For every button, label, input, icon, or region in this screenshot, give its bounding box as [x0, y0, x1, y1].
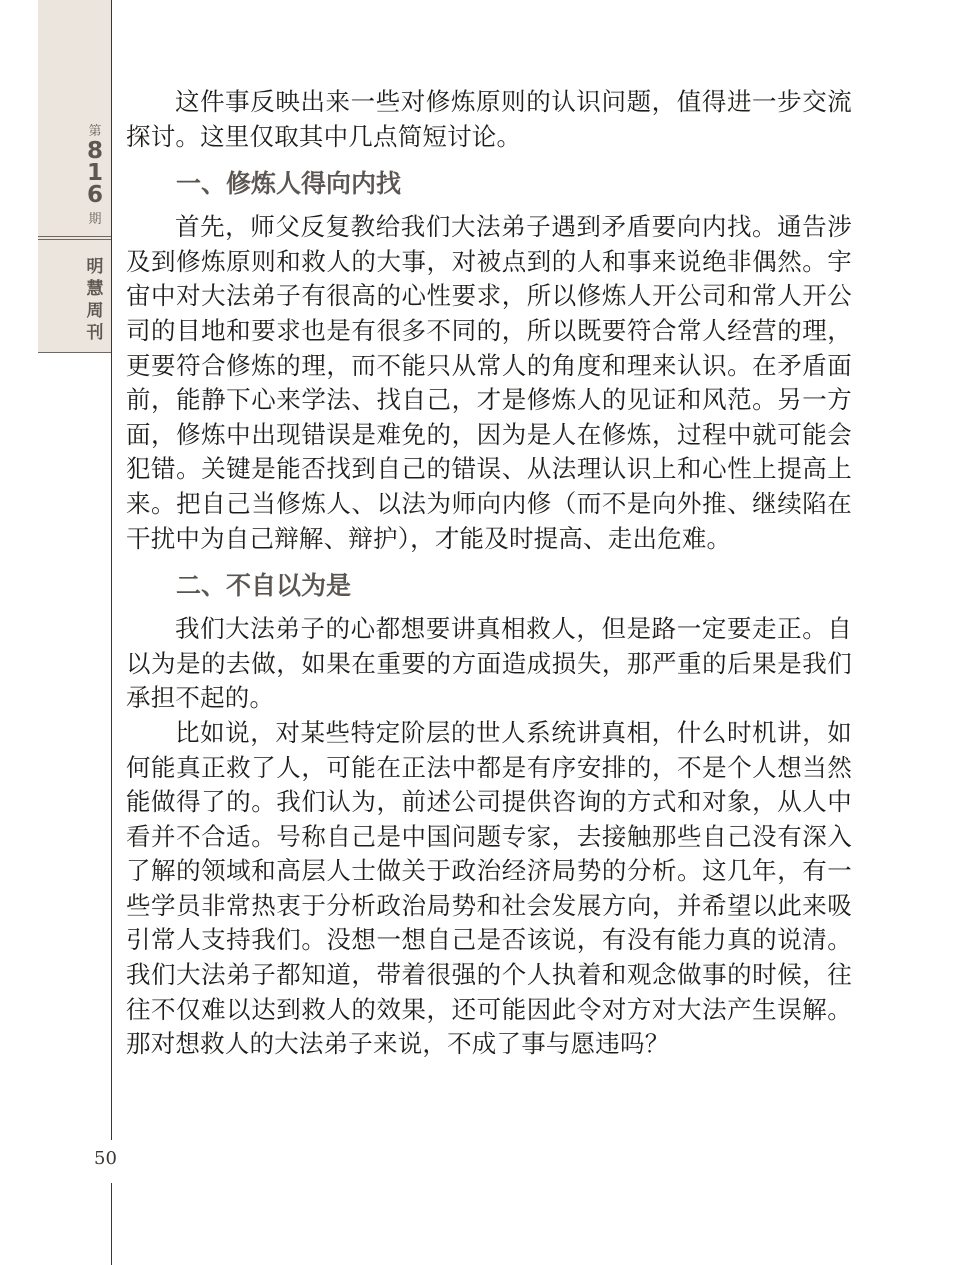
- margin-rule-bottom: [111, 1183, 112, 1265]
- sidebar-divider: [38, 236, 111, 240]
- publication-name: [78, 256, 112, 344]
- body-paragraph: 首先，师父反复教给我们大法弟子遇到矛盾要向内找。通告涉及到修炼原则和救人的大事，对被点到的人和事来说绝非偶然。宇宙中对大法弟子有很高的心性要求，所以修炼人开公司和常人开公司的目地和要求也是有很多不同的，所以既要符合常人经营的理，更要符合修炼的理，而不能只从常人的角度和理来认识。在矛盾面前，能静下心来学法、找自己，才是修炼人的见证和风范。另一方面，修炼中出现错误是难免的，因为是人在修炼，过程中就可能会犯错。关键是能否找到自己的错误、从法理认识上和心性上提高上来。把自己当修炼人、以法为师向内修（而不是向外推、继续陷在干扰中为自己辩解、辩护），才能及时提高、走出危难。: [126, 212, 852, 553]
- article-body: [126, 85, 852, 1062]
- issue-prefix: 第: [88, 124, 102, 139]
- section-heading: 一、修炼人得向内找: [176, 169, 402, 199]
- intro-paragraph: 这件事反映出来一些对修炼原则的认识问题，值得进一步交流探讨。这里仅取其中几点简短讨论。: [126, 87, 852, 151]
- publication-char: 明: [86, 257, 104, 277]
- section-heading: 二、不自以为是: [176, 571, 352, 601]
- body-paragraph: 比如说，对某些特定阶层的世人系统讲真相，什么时机讲，如何能真正救了人，可能在正法中都是有序安排的，不是个人想当然能做得了的。我们认为，前述公司提供咨询的方式和对象，从人中看并不合适。号称自己是中国问题专家，去接触那些自己没有深入了解的领域和高层人士做关于政治经济局势的分析。这几年，有一些学员非常热衷于分析政治局势和社会发展方向，并希望以此来吸引常人支持我们。没想一想自己是否该说，有没有能力真的说清。我们大法弟子都知道，带着很强的个人执着和观念做事的时候，往往不仅难以达到救人的效果，还可能因此令对方对大法产生误解。那对想救人的大法弟子来说，不成了事与愿违吗？: [126, 717, 852, 1059]
- publication-char: 慧: [86, 279, 104, 299]
- publication-char: 刊: [86, 323, 104, 343]
- issue-suffix: 期: [88, 212, 102, 227]
- issue-digit: 8: [86, 138, 103, 164]
- issue-digit: 6: [86, 182, 103, 208]
- issue-number: [78, 124, 112, 228]
- page-number: 50: [94, 1148, 117, 1169]
- body-paragraph: 我们大法弟子的心都想要讲真相救人，但是路一定要走正。自以为是的去做，如果在重要的方面造成损失，那严重的后果是我们承担不起的。: [126, 614, 852, 713]
- publication-char: 周: [86, 301, 104, 321]
- issue-digit: 1: [86, 160, 103, 186]
